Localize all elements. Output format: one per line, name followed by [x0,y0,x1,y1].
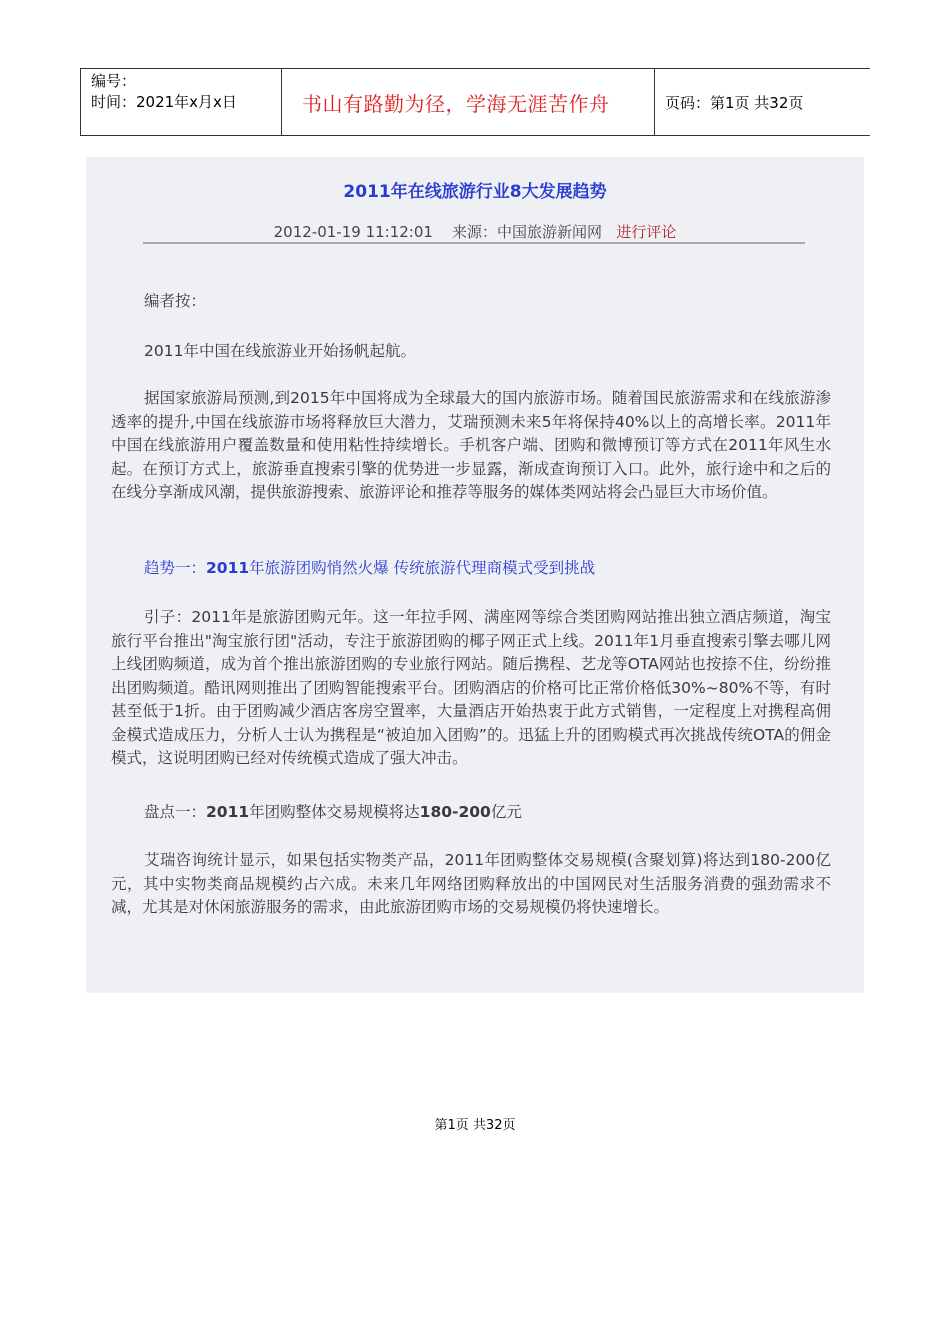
header-page-cell [655,69,870,135]
editor-note: 编者按： [144,292,207,310]
article-meta [86,221,864,242]
motto-text: 书山有路勤为径，学海无涯苦作舟 [302,91,610,116]
comment-link[interactable]: 进行评论 [616,223,677,241]
document-header [80,68,870,136]
lead-paragraph: 引子：2011年是旅游团购元年。这一年拉手网、满座网等综合类团购网站推出独立酒店频道，淘宝旅行平台推出"淘宝旅行团"活动，专注于旅游团购的椰子网正式上线。2011年1月垂直搜索引擎去哪儿网上线团购频道，成为首个推出旅游团购的专业旅行网站。随后携程、艺龙等OTA网站也按捺不住，纷纷推出团购频道。酷讯网则推出了团购智能搜索平台。团购酒店的价格可比正常价格低30%~80%不等，有时甚至低于1折。由于团购减少酒店客房空置率，大量酒店开始热衷于此方式销售，一定程度上对携程高佣金模式造成压力，分析人士认为携程是“被迫加入团购”的。迅猛上升的团购模式再次挑战传统OTA的佣金模式，这说明团购已经对传统模式造成了强大冲击。 [111,608,831,767]
intro-paragraph: 2011年中国在线旅游业开始扬帆起航。 [144,342,416,360]
header-info-cell [81,69,282,135]
number-label: 编号： [91,72,137,90]
iresearch-paragraph: 艾瑞咨询统计显示，如果包括实物类产品，2011年团购整体交易规模(含聚划算)将达到180-200亿元，其中实物类商品规模约占六成。未来几年网络团购释放出的中国网民对生活服务消费的强劲需求不减，尤其是对休闲旅游服务的需求，由此旅游团购市场的交易规模仍将快速增长。 [111,851,831,916]
forecast-paragraph: 据国家旅游局预测,到2015年中国将成为全球最大的国内旅游市场。随着国民旅游需求和在线旅游渗透率的提升,中国在线旅游市场将释放巨大潜力，艾瑞预测未来5年将保持40%以上的高增长率。2011年中国在线旅游用户覆盖数量和使用粘性持续增长。手机客户端、团购和微博预订等方式在2011年风生水起。在预订方式上，旅游垂直搜索引擎的优势进一步显露，渐成查询预订入口。此外，旅行途中和之后的在线分享渐成风潮，提供旅游搜索、旅游评论和推荐等服务的媒体类网站将会凸显巨大市场价值。 [111,389,831,501]
article-panel [86,157,864,993]
time-label: 时间：2021年x月x日 [91,93,237,111]
article-title: 2011年在线旅游行业8大发展趋势 [343,182,607,202]
article-date: 2012-01-19 11:12:01 [273,223,433,241]
article-source: 来源：中国旅游新闻网 [452,223,603,241]
point-one-heading: 盘点一：2011年团购整体交易规模将达180-200亿元 [144,803,522,821]
title-divider [143,242,805,244]
page-code: 页码：第1页 共32页 [665,93,804,112]
page-footer: 第1页 共32页 [434,1118,516,1133]
trend-one-heading: 趋势一：2011年旅游团购悄然火爆 传统旅游代理商模式受到挑战 [144,559,596,577]
header-motto-cell [282,69,655,135]
